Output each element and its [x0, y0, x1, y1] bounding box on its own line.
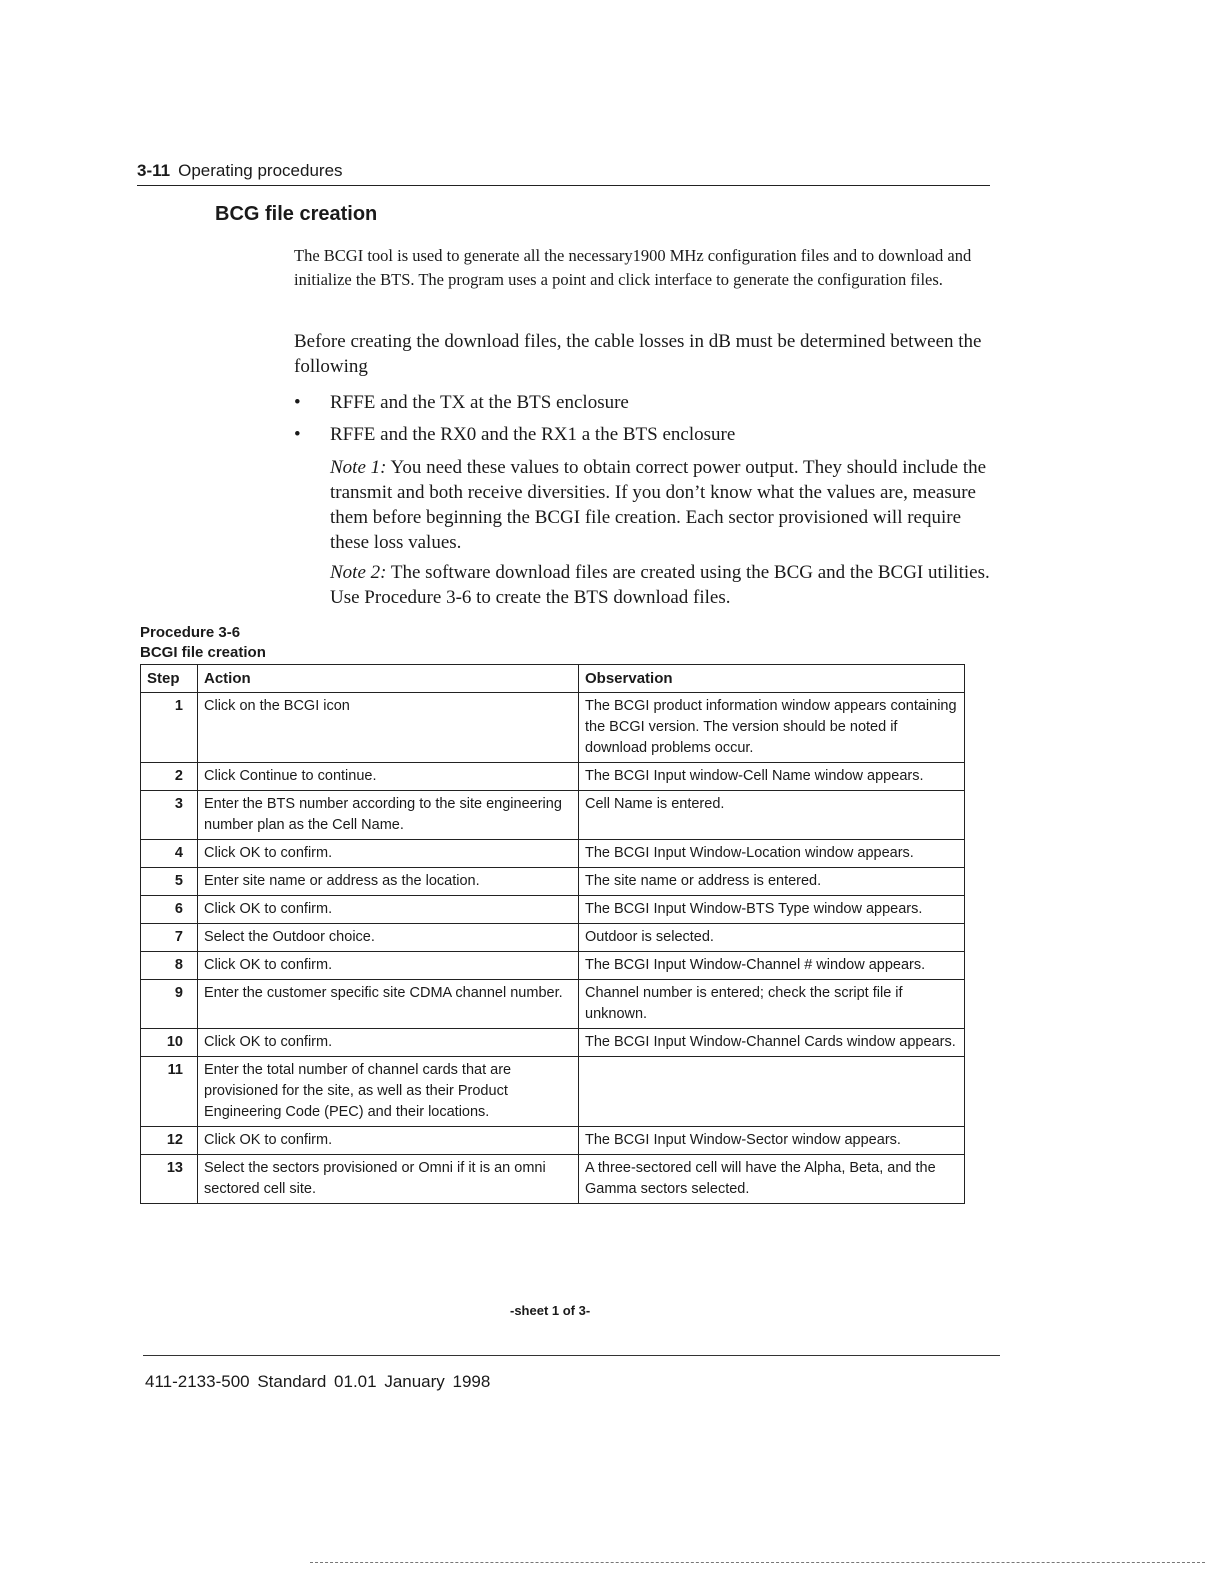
- observation-cell: The BCGI Input Window-BTS Type window appears.: [579, 896, 965, 924]
- action-cell: Click OK to confirm.: [198, 896, 579, 924]
- running-header: [137, 161, 343, 181]
- table-row: [141, 1029, 965, 1057]
- observation-cell: Channel number is entered; check the script file if unknown.: [579, 980, 965, 1029]
- note-text: You need these values to obtain correct power output. They should include the transmit and both receive diversities. If you don’t know what the values are, measure them before beginning the BCGI file creation. Each sector provisioned will require these loss values.: [330, 457, 987, 553]
- step-number: 10: [141, 1029, 198, 1057]
- bullet-item: [294, 390, 629, 415]
- bullet-icon: •: [294, 424, 301, 445]
- action-cell: Click OK to confirm.: [198, 1127, 579, 1155]
- observation-cell: The BCGI product information window appears containing the BCGI version. The version should be noted if download problems occur.: [579, 693, 965, 763]
- observation-cell: The BCGI Input Window-Channel # window appears.: [579, 952, 965, 980]
- cable-losses-paragraph: Before creating the download files, the cable losses in dB must be determined between the following: [294, 331, 982, 377]
- observation-cell: The BCGI Input Window-Location window appears.: [579, 840, 965, 868]
- note-text: The software download files are created using the BCG and the BCGI utilities. Use Procedure 3-6 to create the BTS download files.: [330, 562, 990, 608]
- section-number: 3-11: [137, 161, 171, 180]
- observation-cell: The BCGI Input window-Cell Name window appears.: [579, 763, 965, 791]
- observation-cell: The BCGI Input Window-Sector window appears.: [579, 1127, 965, 1155]
- action-header: Action: [198, 665, 579, 693]
- table-header-row: [141, 665, 965, 693]
- table-row: [141, 1127, 965, 1155]
- table-row: [141, 896, 965, 924]
- table-row: [141, 763, 965, 791]
- note-label: Note 1:: [330, 457, 387, 478]
- header-rule: [137, 185, 990, 186]
- footer-rule: [143, 1355, 1000, 1356]
- table-row: [141, 980, 965, 1029]
- action-cell: Select the Outdoor choice.: [198, 924, 579, 952]
- action-cell: Select the sectors provisioned or Omni if it is an omni sectored cell site.: [198, 1155, 579, 1204]
- note-1: [330, 455, 990, 555]
- step-header: Step: [141, 665, 198, 693]
- page-footer: 411-2133-500 Standard 01.01 January 1998: [145, 1372, 491, 1391]
- observation-cell: [579, 1057, 965, 1127]
- bullet-text: RFFE and the RX0 and the RX1 a the BTS enclosure: [330, 424, 736, 445]
- observation-cell: A three-sectored cell will have the Alpha, Beta, and the Gamma sectors selected.: [579, 1155, 965, 1204]
- table-row: [141, 952, 965, 980]
- intro-paragraph: The BCGI tool is used to generate all the necessary1900 MHz configuration files and to download and initialize the BTS. The program uses a point and click interface to generate the configuration files.: [294, 246, 972, 289]
- note-2: [330, 560, 990, 610]
- table-row: [141, 868, 965, 896]
- step-number: 5: [141, 868, 198, 896]
- step-number: 3: [141, 791, 198, 840]
- observation-cell: Outdoor is selected.: [579, 924, 965, 952]
- step-number: 6: [141, 896, 198, 924]
- step-number: 11: [141, 1057, 198, 1127]
- step-number: 2: [141, 763, 198, 791]
- step-number: 8: [141, 952, 198, 980]
- observation-cell: The BCGI Input Window-Channel Cards window appears.: [579, 1029, 965, 1057]
- table-row: [141, 1155, 965, 1204]
- procedure-caption: [140, 623, 266, 663]
- bullet-text: RFFE and the TX at the BTS enclosure: [330, 392, 629, 413]
- bullet-icon: •: [294, 392, 301, 413]
- procedure-number: Procedure 3-6: [140, 624, 241, 641]
- action-cell: Click on the BCGI icon: [198, 693, 579, 763]
- observation-cell: Cell Name is entered.: [579, 791, 965, 840]
- step-number: 7: [141, 924, 198, 952]
- table-row: [141, 693, 965, 763]
- observation-header: Observation: [579, 665, 965, 693]
- action-cell: Click Continue to continue.: [198, 763, 579, 791]
- action-cell: Click OK to confirm.: [198, 952, 579, 980]
- table-row: [141, 1057, 965, 1127]
- procedure-name: BCGI file creation: [140, 644, 266, 661]
- action-cell: Click OK to confirm.: [198, 1029, 579, 1057]
- table-row: [141, 791, 965, 840]
- step-number: 4: [141, 840, 198, 868]
- step-number: 12: [141, 1127, 198, 1155]
- action-cell: Enter the BTS number according to the site engineering number plan as the Cell Name.: [198, 791, 579, 840]
- section-title: Operating procedures: [178, 161, 343, 180]
- table-row: [141, 840, 965, 868]
- step-number: 9: [141, 980, 198, 1029]
- step-number: 13: [141, 1155, 198, 1204]
- scan-edge-line: [310, 1562, 1205, 1563]
- procedure-table: [140, 664, 965, 1204]
- step-number: 1: [141, 693, 198, 763]
- sheet-indicator: -sheet 1 of 3-: [510, 1303, 591, 1318]
- note-label: Note 2:: [330, 562, 387, 583]
- bullet-item: [294, 422, 736, 447]
- page-title: BCG file creation: [215, 203, 378, 225]
- table-row: [141, 924, 965, 952]
- action-cell: Enter site name or address as the location.: [198, 868, 579, 896]
- action-cell: Enter the total number of channel cards that are provisioned for the site, as well as their Product Engineering Code (PEC) and their locations.: [198, 1057, 579, 1127]
- action-cell: Click OK to confirm.: [198, 840, 579, 868]
- action-cell: Enter the customer specific site CDMA channel number.: [198, 980, 579, 1029]
- observation-cell: The site name or address is entered.: [579, 868, 965, 896]
